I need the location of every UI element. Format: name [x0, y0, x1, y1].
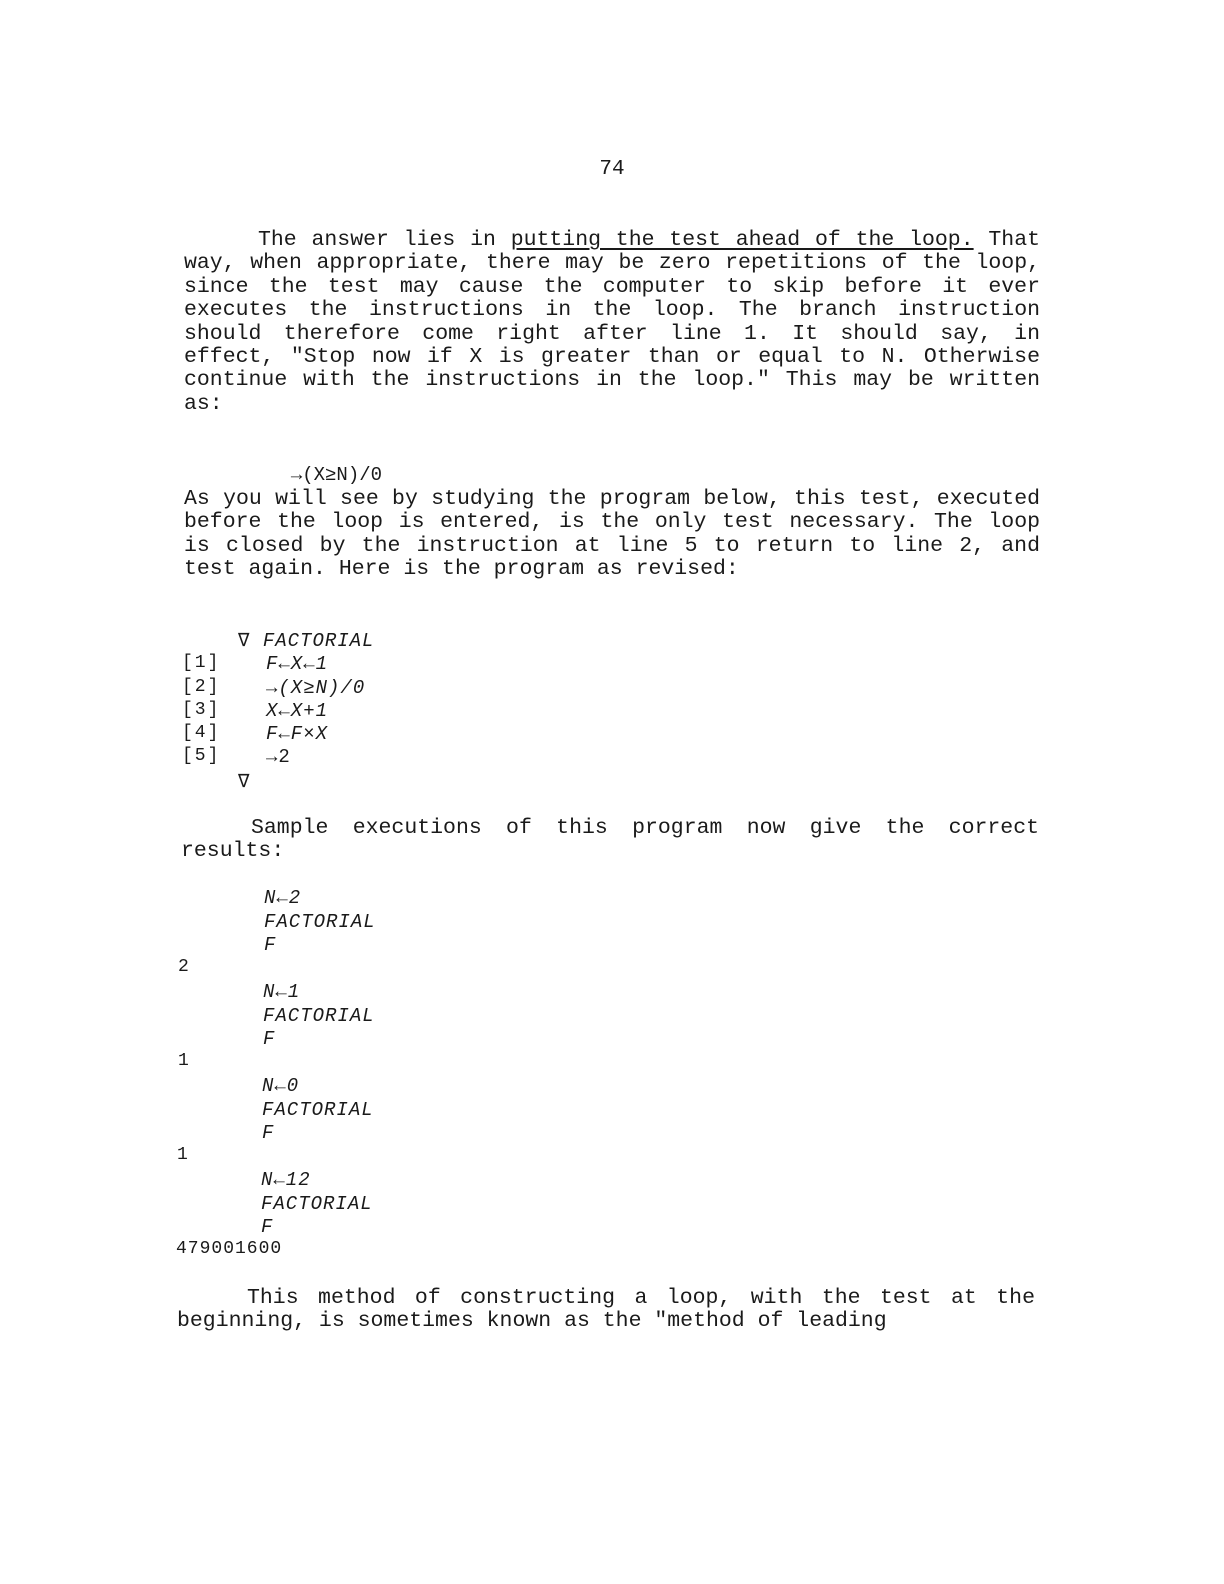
show-line: F	[263, 1028, 276, 1050]
show-line: F	[264, 934, 277, 956]
assign-line: N←0	[262, 1075, 300, 1097]
show-line: F	[261, 1216, 274, 1238]
assign-line: N←1	[263, 981, 301, 1003]
paragraph-text: As you will see by studying the program below, this test, executed before the loop is entered, is the only test necessary. The loop is closed by the instruction at line 5 to return to line 2, and test again. Here is the program as revised:	[184, 487, 1040, 582]
program-footer: ∇	[238, 771, 251, 793]
code-line: F←X←1	[266, 653, 329, 675]
line-label: [5]	[182, 746, 221, 766]
paragraph-text: The answer lies in	[258, 228, 511, 252]
code-line: F←F×X	[266, 723, 329, 745]
paragraph-text: That way, when appropriate, there may be zero repetitions of the loop, since the test may cause the computer to skip before it ever executes the instructions in the loop. The branch instruction should therefore come right after line 1. It should say, in effect, "Stop now if X is greater than or equal to N. Otherwise continue with the instructions in the loop." This may be written as:	[184, 228, 1041, 416]
code-line: →(X≥N)/0	[266, 677, 366, 699]
program-header: ∇ FACTORIAL	[238, 630, 375, 652]
result-line: 1	[178, 1051, 190, 1071]
paragraph-test-ahead	[184, 229, 1040, 416]
underlined-phrase: putting the test ahead of the loop.	[510, 228, 974, 252]
call-line: FACTORIAL	[264, 911, 376, 933]
paragraph-text: Sample executions of this program now give the correct results:	[181, 816, 1039, 864]
show-line: F	[262, 1122, 275, 1144]
call-line: FACTORIAL	[261, 1193, 373, 1215]
call-line: FACTORIAL	[263, 1005, 375, 1027]
paragraph-text: This method of constructing a loop, with the test at the beginning, is sometimes known as the "method of leading	[177, 1286, 1035, 1334]
assign-line: N←12	[261, 1169, 311, 1191]
page-number: 74	[599, 158, 625, 181]
result-line: 1	[177, 1145, 189, 1165]
line-label: [2]	[182, 677, 221, 697]
assign-line: N←2	[264, 887, 302, 909]
result-line: 2	[178, 957, 190, 977]
call-line: FACTORIAL	[262, 1099, 374, 1121]
result-line: 479001600	[176, 1239, 283, 1259]
paragraph-method	[177, 1287, 1035, 1334]
line-label: [4]	[182, 723, 221, 743]
line-label: [3]	[182, 700, 221, 720]
test-expression: →(X≥N)/0	[290, 464, 383, 486]
line-label: [1]	[182, 653, 221, 673]
code-line: X←X+1	[266, 700, 329, 722]
paragraph-sample-intro	[181, 817, 1039, 864]
paragraph-program-intro	[184, 488, 1040, 582]
code-line: →2	[266, 746, 291, 768]
